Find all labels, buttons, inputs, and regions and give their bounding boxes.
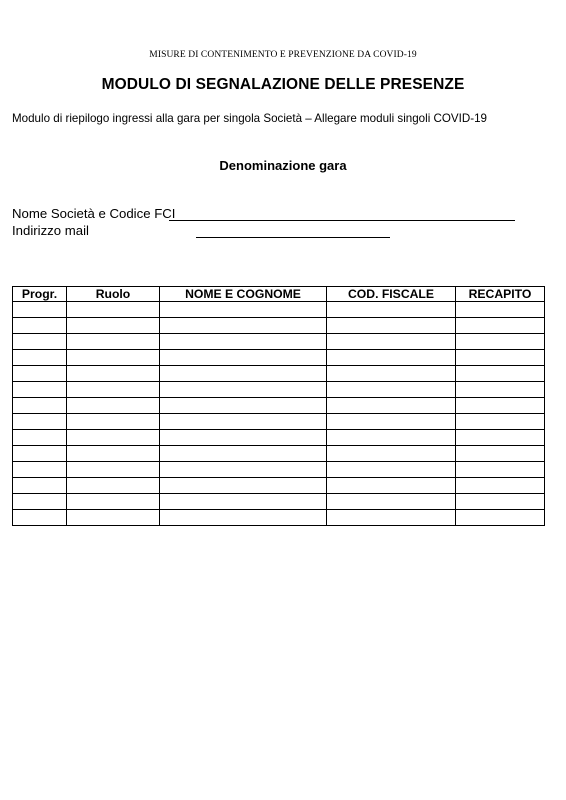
table-cell[interactable] bbox=[67, 382, 160, 398]
table-cell[interactable] bbox=[456, 382, 545, 398]
table-cell[interactable] bbox=[67, 350, 160, 366]
table-cell[interactable] bbox=[13, 302, 67, 318]
table-cell[interactable] bbox=[13, 318, 67, 334]
table-cell[interactable] bbox=[13, 510, 67, 526]
table-cell[interactable] bbox=[327, 510, 456, 526]
table-row bbox=[13, 398, 545, 414]
column-header-recapito: RECAPITO bbox=[456, 287, 545, 302]
table-cell[interactable] bbox=[456, 302, 545, 318]
table-cell[interactable] bbox=[160, 350, 327, 366]
table-cell[interactable] bbox=[456, 478, 545, 494]
society-field-row bbox=[12, 206, 175, 223]
society-fill-line[interactable] bbox=[169, 206, 515, 221]
table-cell[interactable] bbox=[327, 398, 456, 414]
table-cell[interactable] bbox=[67, 366, 160, 382]
table-cell[interactable] bbox=[160, 462, 327, 478]
table-cell[interactable] bbox=[327, 382, 456, 398]
form-description: Modulo di riepilogo ingressi alla gara per singola Società – Allegare moduli singoli COVID-19 bbox=[12, 112, 487, 125]
table-cell[interactable] bbox=[456, 462, 545, 478]
table-cell[interactable] bbox=[67, 398, 160, 414]
table-cell[interactable] bbox=[67, 430, 160, 446]
table-cell[interactable] bbox=[13, 462, 67, 478]
table-body bbox=[13, 302, 545, 526]
table-cell[interactable] bbox=[327, 462, 456, 478]
table-cell[interactable] bbox=[456, 446, 545, 462]
table-row bbox=[13, 478, 545, 494]
table-row bbox=[13, 334, 545, 350]
table-cell[interactable] bbox=[327, 478, 456, 494]
table-cell[interactable] bbox=[160, 334, 327, 350]
email-field-row bbox=[12, 223, 89, 240]
table-row bbox=[13, 382, 545, 398]
column-header-cod-fiscale: COD. FISCALE bbox=[327, 287, 456, 302]
attendance-table bbox=[12, 286, 545, 526]
table-cell[interactable] bbox=[13, 382, 67, 398]
table-cell[interactable] bbox=[160, 478, 327, 494]
table-row bbox=[13, 366, 545, 382]
table-cell[interactable] bbox=[327, 302, 456, 318]
table-cell[interactable] bbox=[67, 302, 160, 318]
table-cell[interactable] bbox=[13, 414, 67, 430]
table-cell[interactable] bbox=[67, 494, 160, 510]
table-cell[interactable] bbox=[327, 414, 456, 430]
table-row bbox=[13, 510, 545, 526]
table-cell[interactable] bbox=[456, 334, 545, 350]
table-cell[interactable] bbox=[13, 446, 67, 462]
table-row bbox=[13, 446, 545, 462]
table-cell[interactable] bbox=[160, 382, 327, 398]
table-row bbox=[13, 414, 545, 430]
table-cell[interactable] bbox=[327, 430, 456, 446]
table-cell[interactable] bbox=[456, 366, 545, 382]
document-subtitle: MISURE DI CONTENIMENTO E PREVENZIONE DA COVID-19 bbox=[149, 50, 417, 60]
table-cell[interactable] bbox=[13, 430, 67, 446]
table-cell[interactable] bbox=[160, 398, 327, 414]
table-row bbox=[13, 318, 545, 334]
table-cell[interactable] bbox=[160, 318, 327, 334]
table-cell[interactable] bbox=[456, 414, 545, 430]
column-header-ruolo: Ruolo bbox=[67, 287, 160, 302]
race-name-heading: Denominazione gara bbox=[219, 158, 347, 173]
document-title: MODULO DI SEGNALAZIONE DELLE PRESENZE bbox=[101, 76, 465, 93]
table-cell[interactable] bbox=[456, 350, 545, 366]
email-field-label: Indirizzo mail bbox=[12, 223, 89, 238]
table-row bbox=[13, 462, 545, 478]
table-cell[interactable] bbox=[327, 366, 456, 382]
column-header-progr: Progr. bbox=[13, 287, 67, 302]
table-cell[interactable] bbox=[13, 494, 67, 510]
table-cell[interactable] bbox=[327, 494, 456, 510]
table-cell[interactable] bbox=[13, 398, 67, 414]
society-field-label: Nome Società e Codice FCI bbox=[12, 206, 176, 221]
table-row bbox=[13, 494, 545, 510]
table-cell[interactable] bbox=[67, 334, 160, 350]
table-cell[interactable] bbox=[67, 446, 160, 462]
table-row bbox=[13, 302, 545, 318]
table-cell[interactable] bbox=[456, 494, 545, 510]
table-cell[interactable] bbox=[160, 494, 327, 510]
table-cell[interactable] bbox=[160, 366, 327, 382]
table-cell[interactable] bbox=[327, 446, 456, 462]
table-cell[interactable] bbox=[327, 334, 456, 350]
table-cell[interactable] bbox=[13, 366, 67, 382]
table-cell[interactable] bbox=[67, 414, 160, 430]
table-cell[interactable] bbox=[67, 510, 160, 526]
table-cell[interactable] bbox=[327, 318, 456, 334]
table-cell[interactable] bbox=[160, 510, 327, 526]
column-header-nome-cognome: NOME E COGNOME bbox=[160, 287, 327, 302]
table-cell[interactable] bbox=[327, 350, 456, 366]
table-cell[interactable] bbox=[67, 478, 160, 494]
table-cell[interactable] bbox=[456, 510, 545, 526]
table-cell[interactable] bbox=[160, 302, 327, 318]
table-cell[interactable] bbox=[67, 318, 160, 334]
table-row bbox=[13, 350, 545, 366]
table-cell[interactable] bbox=[456, 318, 545, 334]
table-cell[interactable] bbox=[67, 462, 160, 478]
table-cell[interactable] bbox=[160, 446, 327, 462]
table-cell[interactable] bbox=[456, 398, 545, 414]
table-cell[interactable] bbox=[13, 350, 67, 366]
table-header-row bbox=[13, 287, 545, 302]
table-cell[interactable] bbox=[13, 334, 67, 350]
table-cell[interactable] bbox=[13, 478, 67, 494]
table-cell[interactable] bbox=[456, 430, 545, 446]
table-cell[interactable] bbox=[160, 430, 327, 446]
email-fill-line[interactable] bbox=[196, 223, 390, 238]
table-row bbox=[13, 430, 545, 446]
table-cell[interactable] bbox=[160, 414, 327, 430]
